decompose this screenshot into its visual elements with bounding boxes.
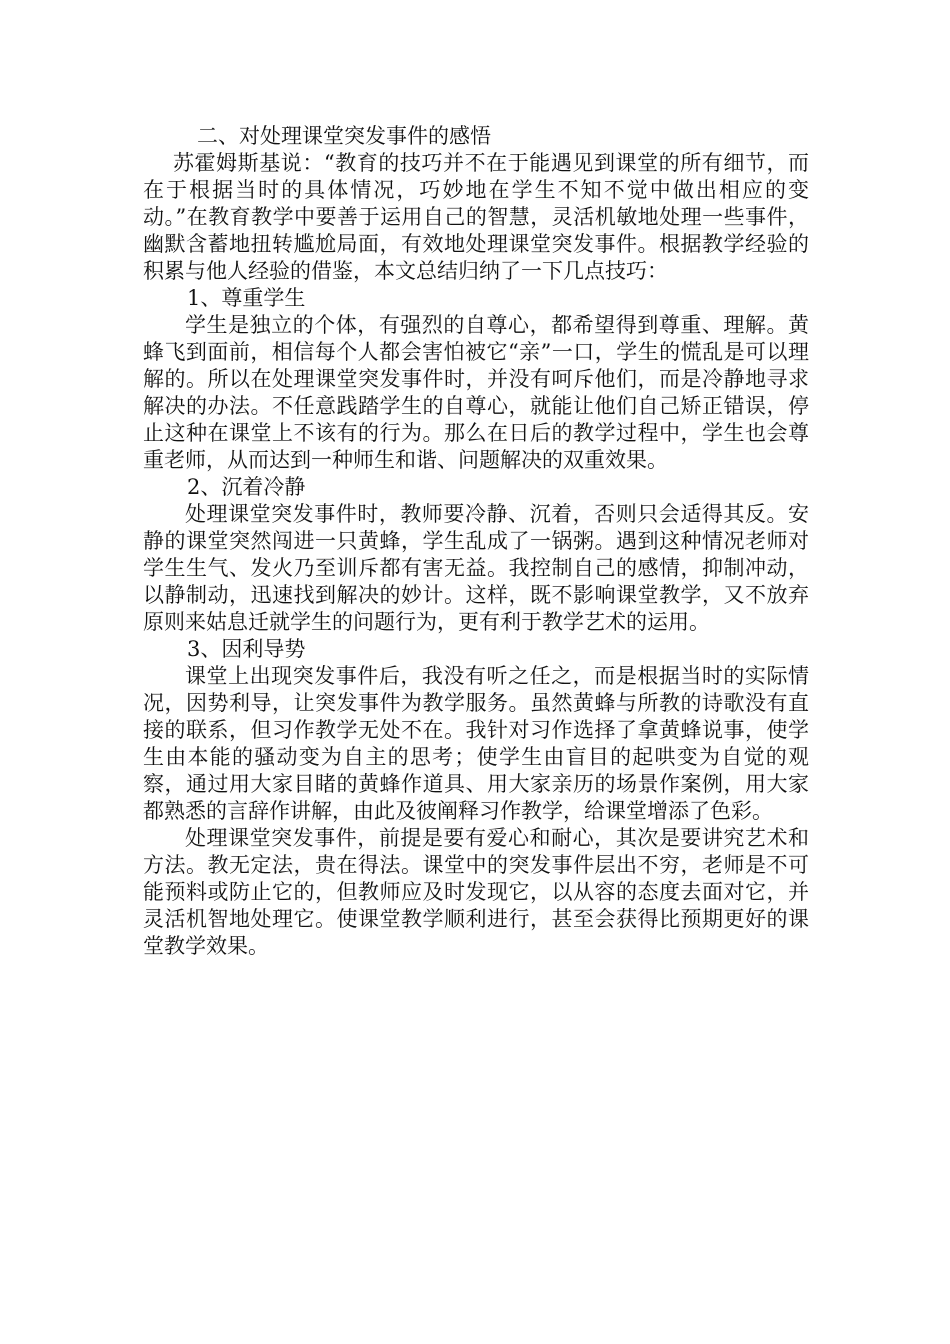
- conclusion-paragraph: 处理课堂突发事件，前提是要有爱心和耐心，其次是要讲究艺术和方法。教无定法，贵在得法。课堂中的突发事件层出不穷，老师是不可能预料或防止它的，但教师应及时发现它，以从容的态度去面对它，并灵活机智地处理它。使课堂教学顺利进行，甚至会获得比预期更好的课堂教学效果。: [143, 826, 809, 958]
- intro-paragraph: 苏霍姆斯基说：“教育的技巧并不在于能遇见到课堂的所有细节，而在于根据当时的具体情况，巧妙地在学生不知不觉中做出相应的变动。”在教育教学中要善于运用自己的智慧，灵活机敏地处理一些事件，幽默含蓄地扭转尴尬局面，有效地处理课堂突发事件。根据教学经验的积累与他人经验的借鉴，本文总结归纳了一下几点技巧：: [143, 151, 809, 283]
- section-heading-stay-calm: 2、沉着冷静: [187, 475, 306, 499]
- document-page: [143, 123, 809, 960]
- section-body-respect-students: 学生是独立的个体，有强烈的自尊心，都希望得到尊重、理解。黄蜂飞到面前，相信每个人都会害怕被它“亲”一口，学生的慌乱是可以理解的。所以在处理课堂突发事件时，并没有呵斥他们，而是冷静地寻求解决的办法。不任意践踏学生的自尊心，就能让他们自己矫正错误，停止这种在课堂上不该有的行为。那么在日后的教学过程中，学生也会尊重老师，从而达到一种师生和谐、问题解决的双重效果。: [143, 313, 809, 472]
- section-body-stay-calm: 处理课堂突发事件时，教师要冷静、沉着，否则只会适得其反。安静的课堂突然闯进一只黄蜂，学生乱成了一锅粥。遇到这种情况老师对学生生气、发火乃至训斥都有害无益。我控制自己的感情，抑制冲动，以静制动，迅速找到解决的妙计。这样，既不影响课堂教学，又不放弃原则来姑息迁就学生的问题行为，更有利于教学艺术的运用。: [143, 502, 809, 634]
- section-heading-respect-students: 1、尊重学生: [187, 286, 306, 310]
- document-title: 二、对处理课堂突发事件的感悟: [197, 124, 491, 148]
- section-heading-guide-by-advantage: 3、因利导势: [187, 637, 306, 661]
- section-body-guide-by-advantage: 课堂上出现突发事件后，我没有听之任之，而是根据当时的实际情况，因势利导，让突发事件为教学服务。虽然黄蜂与所教的诗歌没有直接的联系，但习作教学无处不在。我针对习作选择了拿黄蜂说事，使学生由本能的骚动变为自主的思考；使学生由盲目的起哄变为自觉的观察，通过用大家目睹的黄蜂作道具、用大家亲历的场景作案例，用大家都熟悉的言辞作讲解，由此及彼阐释习作教学，给课堂增添了色彩。: [143, 664, 809, 823]
